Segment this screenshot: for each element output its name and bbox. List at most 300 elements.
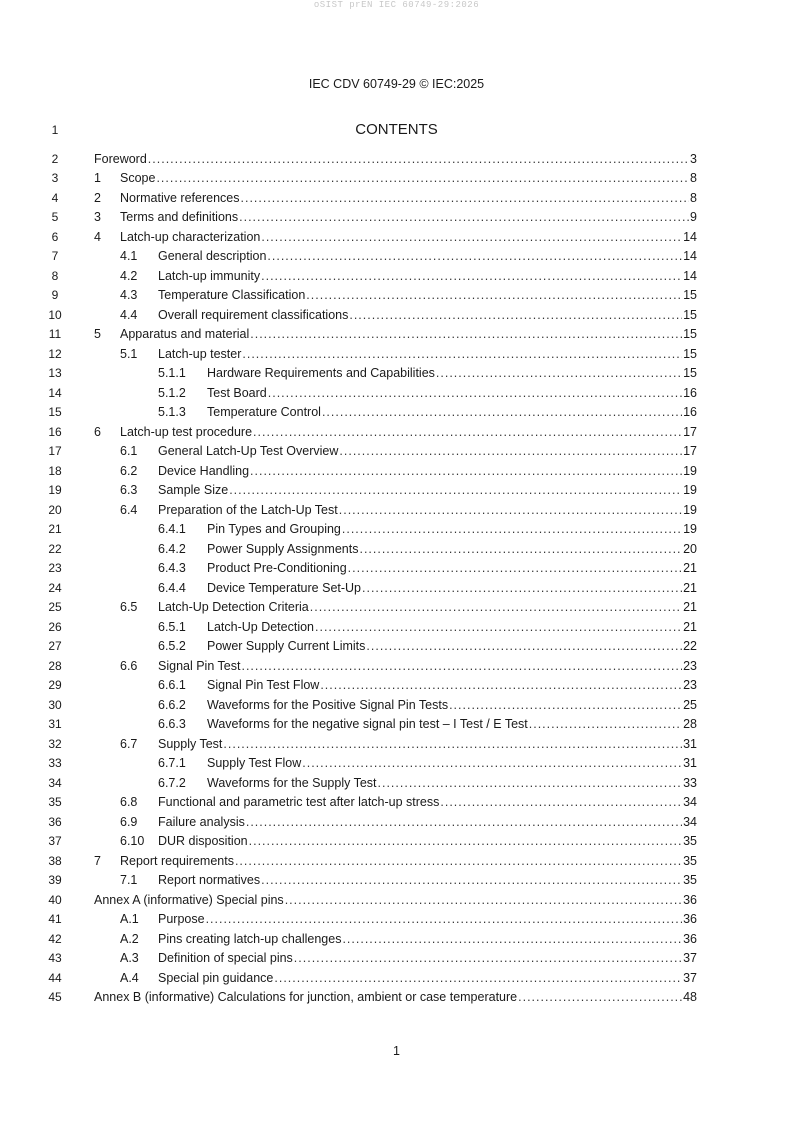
- toc-row: [0, 891, 793, 911]
- toc-row: [0, 618, 793, 638]
- toc-entry-link[interactable]: [158, 715, 697, 735]
- dot-leader: [302, 754, 682, 774]
- toc-entry-link[interactable]: [120, 813, 697, 833]
- dot-leader: [206, 910, 683, 930]
- toc-row: [0, 871, 793, 891]
- toc-entry-link[interactable]: [158, 384, 697, 404]
- page-reference: 22: [683, 639, 697, 653]
- section-number: 4.1: [120, 249, 138, 263]
- toc-entry-link[interactable]: [120, 793, 697, 813]
- section-title: Supply Test Flow: [207, 756, 302, 770]
- line-number: 18: [48, 463, 62, 478]
- line-number: 17: [48, 444, 62, 458]
- section-title: Special pin guidance: [158, 970, 274, 985]
- line-number: 7: [51, 249, 59, 263]
- section-number: 6.6.2: [158, 697, 186, 712]
- page-reference: 15: [683, 327, 697, 341]
- toc-row: [0, 676, 793, 696]
- dot-leader: [274, 969, 682, 989]
- dot-leader: [320, 676, 682, 696]
- line-number: 9: [51, 288, 59, 302]
- section-title: Annex A (informative) Special pins: [94, 892, 284, 907]
- page-reference: 35: [683, 873, 697, 887]
- section-number: 5.1.2: [158, 385, 186, 400]
- section-title: Pin Types and Grouping: [207, 522, 341, 536]
- dot-leader: [315, 618, 682, 638]
- page-reference: 36: [683, 912, 697, 926]
- toc-row: [0, 423, 793, 443]
- toc-entry-link[interactable]: [120, 871, 697, 891]
- section-title: Sample Size: [158, 483, 229, 497]
- section-number: 6.5.1: [158, 619, 186, 634]
- page-reference: 15: [683, 366, 697, 380]
- table-of-contents: [0, 150, 793, 1008]
- toc-entry-link[interactable]: [120, 969, 697, 989]
- section-number: 6.9: [120, 814, 138, 829]
- toc-row: [0, 189, 793, 209]
- dot-leader: [362, 579, 682, 599]
- toc-entry-link[interactable]: [94, 169, 697, 189]
- line-number: 20: [48, 502, 62, 517]
- toc-entry-link[interactable]: [158, 637, 697, 657]
- section-title: Latch-up test procedure: [120, 424, 253, 439]
- section-number: 6.6.1: [158, 678, 186, 692]
- page-reference: 21: [683, 619, 697, 634]
- line-number: 38: [48, 853, 62, 868]
- toc-entry-link[interactable]: [120, 345, 697, 365]
- section-title: General description: [158, 249, 267, 263]
- dot-leader: [156, 169, 689, 189]
- page-reference: 15: [683, 307, 697, 322]
- section-title: General Latch-Up Test Overview: [158, 444, 339, 458]
- toc-entry-link[interactable]: [120, 442, 697, 462]
- dot-leader: [249, 832, 682, 852]
- section-title: Overall requirement classifications: [158, 307, 349, 322]
- toc-row: [0, 501, 793, 521]
- dot-leader: [246, 813, 682, 833]
- toc-entry-link[interactable]: [94, 852, 697, 872]
- toc-entry-link[interactable]: [158, 618, 697, 638]
- section-number: 6.2: [120, 463, 138, 478]
- line-number: 26: [48, 619, 62, 634]
- toc-row: [0, 306, 793, 326]
- page-reference: 36: [683, 892, 697, 907]
- section-title: Product Pre-Conditioning: [207, 561, 347, 575]
- line-number: 28: [48, 658, 62, 673]
- toc-entry-link[interactable]: [94, 150, 697, 170]
- line-number: 10: [48, 307, 62, 322]
- line-number: 35: [48, 795, 62, 809]
- section-title: Annex B (informative) Calculations for junction, ambient or case temperature: [94, 990, 518, 1004]
- section-number: 4: [94, 229, 101, 244]
- section-number: A.4: [120, 970, 139, 985]
- toc-row: [0, 657, 793, 677]
- page-reference: 8: [690, 171, 697, 185]
- dot-leader: [148, 150, 689, 170]
- toc-entry-link[interactable]: [120, 910, 697, 930]
- page-reference: 17: [683, 444, 697, 458]
- toc-entry-link[interactable]: [120, 306, 697, 326]
- page-reference: 25: [683, 697, 697, 712]
- toc-row: [0, 481, 793, 501]
- dot-leader: [268, 384, 682, 404]
- toc-entry-link[interactable]: [158, 754, 697, 774]
- toc-entry-link[interactable]: [120, 949, 697, 969]
- dot-leader: [261, 267, 682, 287]
- dot-leader: [250, 462, 682, 482]
- dot-leader: [285, 891, 682, 911]
- toc-row: [0, 754, 793, 774]
- toc-entry-link[interactable]: [158, 364, 697, 384]
- section-title: Functional and parametric test after latch-up stress: [158, 795, 440, 809]
- dot-leader: [529, 715, 682, 735]
- section-title: Failure analysis: [158, 814, 245, 829]
- line-number: 32: [48, 736, 62, 751]
- line-number: 13: [48, 366, 62, 380]
- toc-entry-link[interactable]: [120, 286, 697, 306]
- toc-entry-link[interactable]: [94, 325, 697, 345]
- dot-leader: [250, 325, 682, 345]
- toc-entry-link[interactable]: [158, 403, 697, 423]
- page-reference: 19: [683, 483, 697, 497]
- dot-leader: [229, 481, 682, 501]
- line-number: 14: [48, 385, 62, 400]
- dot-leader: [239, 208, 689, 228]
- section-title: Apparatus and material: [120, 327, 250, 341]
- page-reference: 16: [683, 405, 697, 419]
- section-title: Report requirements: [120, 853, 234, 868]
- dot-leader: [359, 540, 682, 560]
- page-reference: 19: [683, 522, 697, 536]
- page-reference: 14: [683, 249, 697, 263]
- dot-leader: [339, 442, 682, 462]
- dot-leader: [436, 364, 682, 384]
- section-title: Latch-Up Detection Criteria: [158, 600, 309, 614]
- line-number: 37: [48, 834, 62, 848]
- line-number: 11: [48, 327, 62, 341]
- line-number: 3: [51, 171, 59, 185]
- section-number: 6.3: [120, 483, 138, 497]
- toc-row: [0, 774, 793, 794]
- toc-entry-link[interactable]: [120, 267, 697, 287]
- section-number: 6.1: [120, 444, 138, 458]
- toc-row: [0, 735, 793, 755]
- dot-leader: [322, 403, 682, 423]
- line-number: 45: [48, 990, 62, 1004]
- page-reference: 19: [683, 502, 697, 517]
- toc-row: [0, 267, 793, 287]
- toc-row: [0, 969, 793, 989]
- section-number: 6: [94, 424, 101, 439]
- dot-leader: [306, 286, 682, 306]
- section-number: 6.6.3: [158, 717, 186, 731]
- section-title: Waveforms for the Supply Test: [207, 775, 377, 790]
- section-title: Definition of special pins: [158, 951, 293, 965]
- toc-row: [0, 988, 793, 1008]
- dot-leader: [366, 637, 682, 657]
- toc-entry-link[interactable]: [158, 540, 697, 560]
- toc-entry-link[interactable]: [120, 247, 697, 267]
- section-title: Signal Pin Test: [158, 658, 241, 673]
- dot-leader: [342, 930, 682, 950]
- section-number: 6.4.1: [158, 522, 186, 536]
- section-title: Latch-Up Detection: [207, 619, 315, 634]
- document-watermark: oSIST prEN IEC 60749-29:2026: [313, 0, 480, 10]
- line-number: 16: [48, 424, 62, 439]
- page-reference: 37: [683, 951, 697, 965]
- toc-entry-link[interactable]: [94, 228, 697, 248]
- toc-entry-link[interactable]: [120, 657, 697, 677]
- section-number: 6.7.1: [158, 756, 186, 770]
- toc-entry-link[interactable]: [158, 676, 697, 696]
- page-reference: 34: [683, 814, 697, 829]
- page-reference: 37: [683, 970, 697, 985]
- section-number: A.2: [120, 931, 139, 946]
- section-title: Purpose: [158, 912, 205, 926]
- section-number: 1: [94, 171, 101, 185]
- toc-entry-link[interactable]: [120, 832, 697, 852]
- line-number: 12: [48, 346, 62, 361]
- toc-entry-link[interactable]: [94, 423, 697, 443]
- line-number: 23: [48, 561, 62, 575]
- section-number: 5.1.1: [158, 366, 186, 380]
- line-number: 29: [48, 678, 62, 692]
- toc-row: [0, 832, 793, 852]
- page-reference: 20: [683, 541, 697, 556]
- section-number: 6.4: [120, 502, 138, 517]
- section-title: Latch-up immunity: [158, 268, 261, 283]
- line-number: 4: [51, 190, 59, 205]
- contents-title: CONTENTS: [355, 121, 438, 138]
- toc-row: [0, 208, 793, 228]
- line-number: 21: [48, 522, 62, 536]
- dot-leader: [267, 247, 682, 267]
- section-title: Waveforms for the negative signal pin test – I Test / E Test: [207, 717, 528, 731]
- section-number: 4.2: [120, 268, 138, 283]
- line-number: 41: [48, 912, 62, 926]
- toc-row: [0, 559, 793, 579]
- page-reference: 35: [683, 853, 697, 868]
- toc-row: [0, 462, 793, 482]
- line-number: 44: [48, 970, 62, 985]
- toc-entry-link[interactable]: [120, 598, 697, 618]
- page-reference: 48: [683, 990, 697, 1004]
- line-number: 22: [48, 541, 62, 556]
- toc-entry-link[interactable]: [94, 891, 697, 911]
- page-reference: 35: [683, 834, 697, 848]
- line-number: 2: [51, 151, 59, 166]
- line-number: 25: [48, 600, 62, 614]
- page-reference: 16: [683, 385, 697, 400]
- page-reference: 17: [683, 424, 697, 439]
- toc-entry-link[interactable]: [158, 696, 697, 716]
- section-title: Power Supply Assignments: [207, 541, 359, 556]
- dot-leader: [261, 871, 682, 891]
- dot-leader: [349, 306, 682, 326]
- section-title: Foreword: [94, 151, 147, 166]
- section-number: 6.5.2: [158, 639, 186, 653]
- line-number: 5: [51, 210, 59, 224]
- section-number: 6.4.2: [158, 541, 186, 556]
- dot-leader: [518, 988, 682, 1008]
- page-reference: 23: [683, 658, 697, 673]
- dot-leader: [235, 852, 682, 872]
- page-reference: 3: [690, 151, 697, 166]
- toc-row: [0, 540, 793, 560]
- toc-row: [0, 345, 793, 365]
- page-reference: 31: [683, 736, 697, 751]
- line-number: 34: [48, 775, 62, 790]
- dot-leader: [378, 774, 683, 794]
- dot-leader: [342, 520, 682, 540]
- document-header: IEC CDV 60749-29 © IEC:2025: [308, 77, 485, 91]
- section-number: 4.4: [120, 307, 138, 322]
- section-title: Pins creating latch-up challenges: [158, 931, 342, 946]
- toc-row: [0, 286, 793, 306]
- dot-leader: [242, 345, 682, 365]
- page-reference: 23: [683, 678, 697, 692]
- toc-row: [0, 910, 793, 930]
- toc-entry-link[interactable]: [120, 462, 697, 482]
- toc-entry-link[interactable]: [94, 208, 697, 228]
- line-number: 15: [48, 405, 62, 419]
- section-number: 6.5: [120, 600, 138, 614]
- section-number: A.1: [120, 912, 139, 926]
- toc-entry-link[interactable]: [120, 735, 697, 755]
- toc-row: [0, 228, 793, 248]
- section-title: Temperature Control: [207, 405, 321, 419]
- section-number: 5: [94, 327, 101, 341]
- dot-leader: [223, 735, 682, 755]
- section-title: Power Supply Current Limits: [207, 639, 366, 653]
- toc-row: [0, 364, 793, 384]
- toc-row: [0, 442, 793, 462]
- line-number: 36: [48, 814, 62, 829]
- section-number: 6.8: [120, 795, 138, 809]
- toc-entry-link[interactable]: [120, 930, 697, 950]
- dot-leader: [440, 793, 682, 813]
- dot-leader: [348, 559, 682, 579]
- section-title: Scope: [120, 171, 156, 185]
- line-number: 24: [48, 580, 62, 595]
- dot-leader: [261, 228, 682, 248]
- toc-row: [0, 325, 793, 345]
- toc-row: [0, 852, 793, 872]
- toc-entry-link[interactable]: [120, 501, 697, 521]
- dot-leader: [310, 598, 682, 618]
- contents-title-row: [0, 121, 793, 141]
- section-title: Supply Test: [158, 736, 223, 751]
- toc-row: [0, 715, 793, 735]
- toc-row: [0, 520, 793, 540]
- section-title: Hardware Requirements and Capabilities: [207, 366, 435, 380]
- section-number: 7: [94, 853, 101, 868]
- dot-leader: [339, 501, 682, 521]
- page-reference: 33: [683, 775, 697, 790]
- dot-leader: [449, 696, 682, 716]
- line-number: 30: [48, 697, 62, 712]
- toc-entry-link[interactable]: [94, 189, 697, 209]
- section-number: 5.1: [120, 346, 138, 361]
- toc-entry-link[interactable]: [158, 520, 697, 540]
- section-title: Device Temperature Set-Up: [207, 580, 362, 595]
- section-title: Test Board: [207, 385, 267, 400]
- toc-row: [0, 169, 793, 189]
- page-reference: 21: [683, 600, 697, 614]
- section-number: 4.3: [120, 288, 138, 302]
- line-number: 31: [48, 717, 62, 731]
- toc-entry-link[interactable]: [158, 774, 697, 794]
- line-number: 6: [51, 229, 59, 244]
- section-number: 3: [94, 210, 101, 224]
- toc-row: [0, 793, 793, 813]
- toc-row: [0, 813, 793, 833]
- toc-row: [0, 696, 793, 716]
- page-reference: 9: [690, 210, 697, 224]
- page-reference: 15: [683, 346, 697, 361]
- dot-leader: [241, 189, 690, 209]
- toc-entry-link[interactable]: [158, 579, 697, 599]
- toc-row: [0, 150, 793, 170]
- line-number: 42: [48, 931, 62, 946]
- line-number: 1: [51, 123, 59, 137]
- section-number: 6.7: [120, 736, 138, 751]
- page-reference: 31: [683, 756, 697, 770]
- page-reference: 8: [690, 190, 697, 205]
- section-number: 7.1: [120, 873, 138, 887]
- page-number: 1: [393, 1044, 400, 1058]
- line-number: 43: [48, 951, 62, 965]
- section-title: Temperature Classification: [158, 288, 306, 302]
- page-reference: 36: [683, 931, 697, 946]
- section-number: 5.1.3: [158, 405, 186, 419]
- section-number: 6.4.3: [158, 561, 186, 575]
- toc-row: [0, 637, 793, 657]
- section-title: Preparation of the Latch-Up Test: [158, 502, 338, 517]
- page-reference: 34: [683, 795, 697, 809]
- section-number: 2: [94, 190, 101, 205]
- line-number: 19: [48, 483, 62, 497]
- section-title: Device Handling: [158, 463, 250, 478]
- section-number: 6.4.4: [158, 580, 186, 595]
- page-reference: 19: [683, 463, 697, 478]
- toc-row: [0, 247, 793, 267]
- page-reference: 21: [683, 561, 697, 575]
- page-reference: 14: [683, 229, 697, 244]
- toc-entry-link[interactable]: [158, 559, 697, 579]
- section-title: Waveforms for the Positive Signal Pin Tests: [207, 697, 449, 712]
- page-reference: 28: [683, 717, 697, 731]
- section-number: 6.7.2: [158, 775, 186, 790]
- toc-row: [0, 403, 793, 423]
- toc-entry-link[interactable]: [94, 988, 697, 1008]
- toc-row: [0, 598, 793, 618]
- section-title: Latch-up tester: [158, 346, 242, 361]
- line-number: 8: [51, 268, 59, 283]
- toc-row: [0, 930, 793, 950]
- line-number: 33: [48, 756, 62, 770]
- page-reference: 14: [683, 268, 697, 283]
- section-title: Normative references: [120, 190, 240, 205]
- section-title: Terms and definitions: [120, 210, 239, 224]
- section-title: Signal Pin Test Flow: [207, 678, 320, 692]
- page-reference: 15: [683, 288, 697, 302]
- section-title: DUR disposition: [158, 834, 248, 848]
- toc-entry-link[interactable]: [120, 481, 697, 501]
- section-title: Report normatives: [158, 873, 261, 887]
- dot-leader: [241, 657, 682, 677]
- section-number: 6.6: [120, 658, 138, 673]
